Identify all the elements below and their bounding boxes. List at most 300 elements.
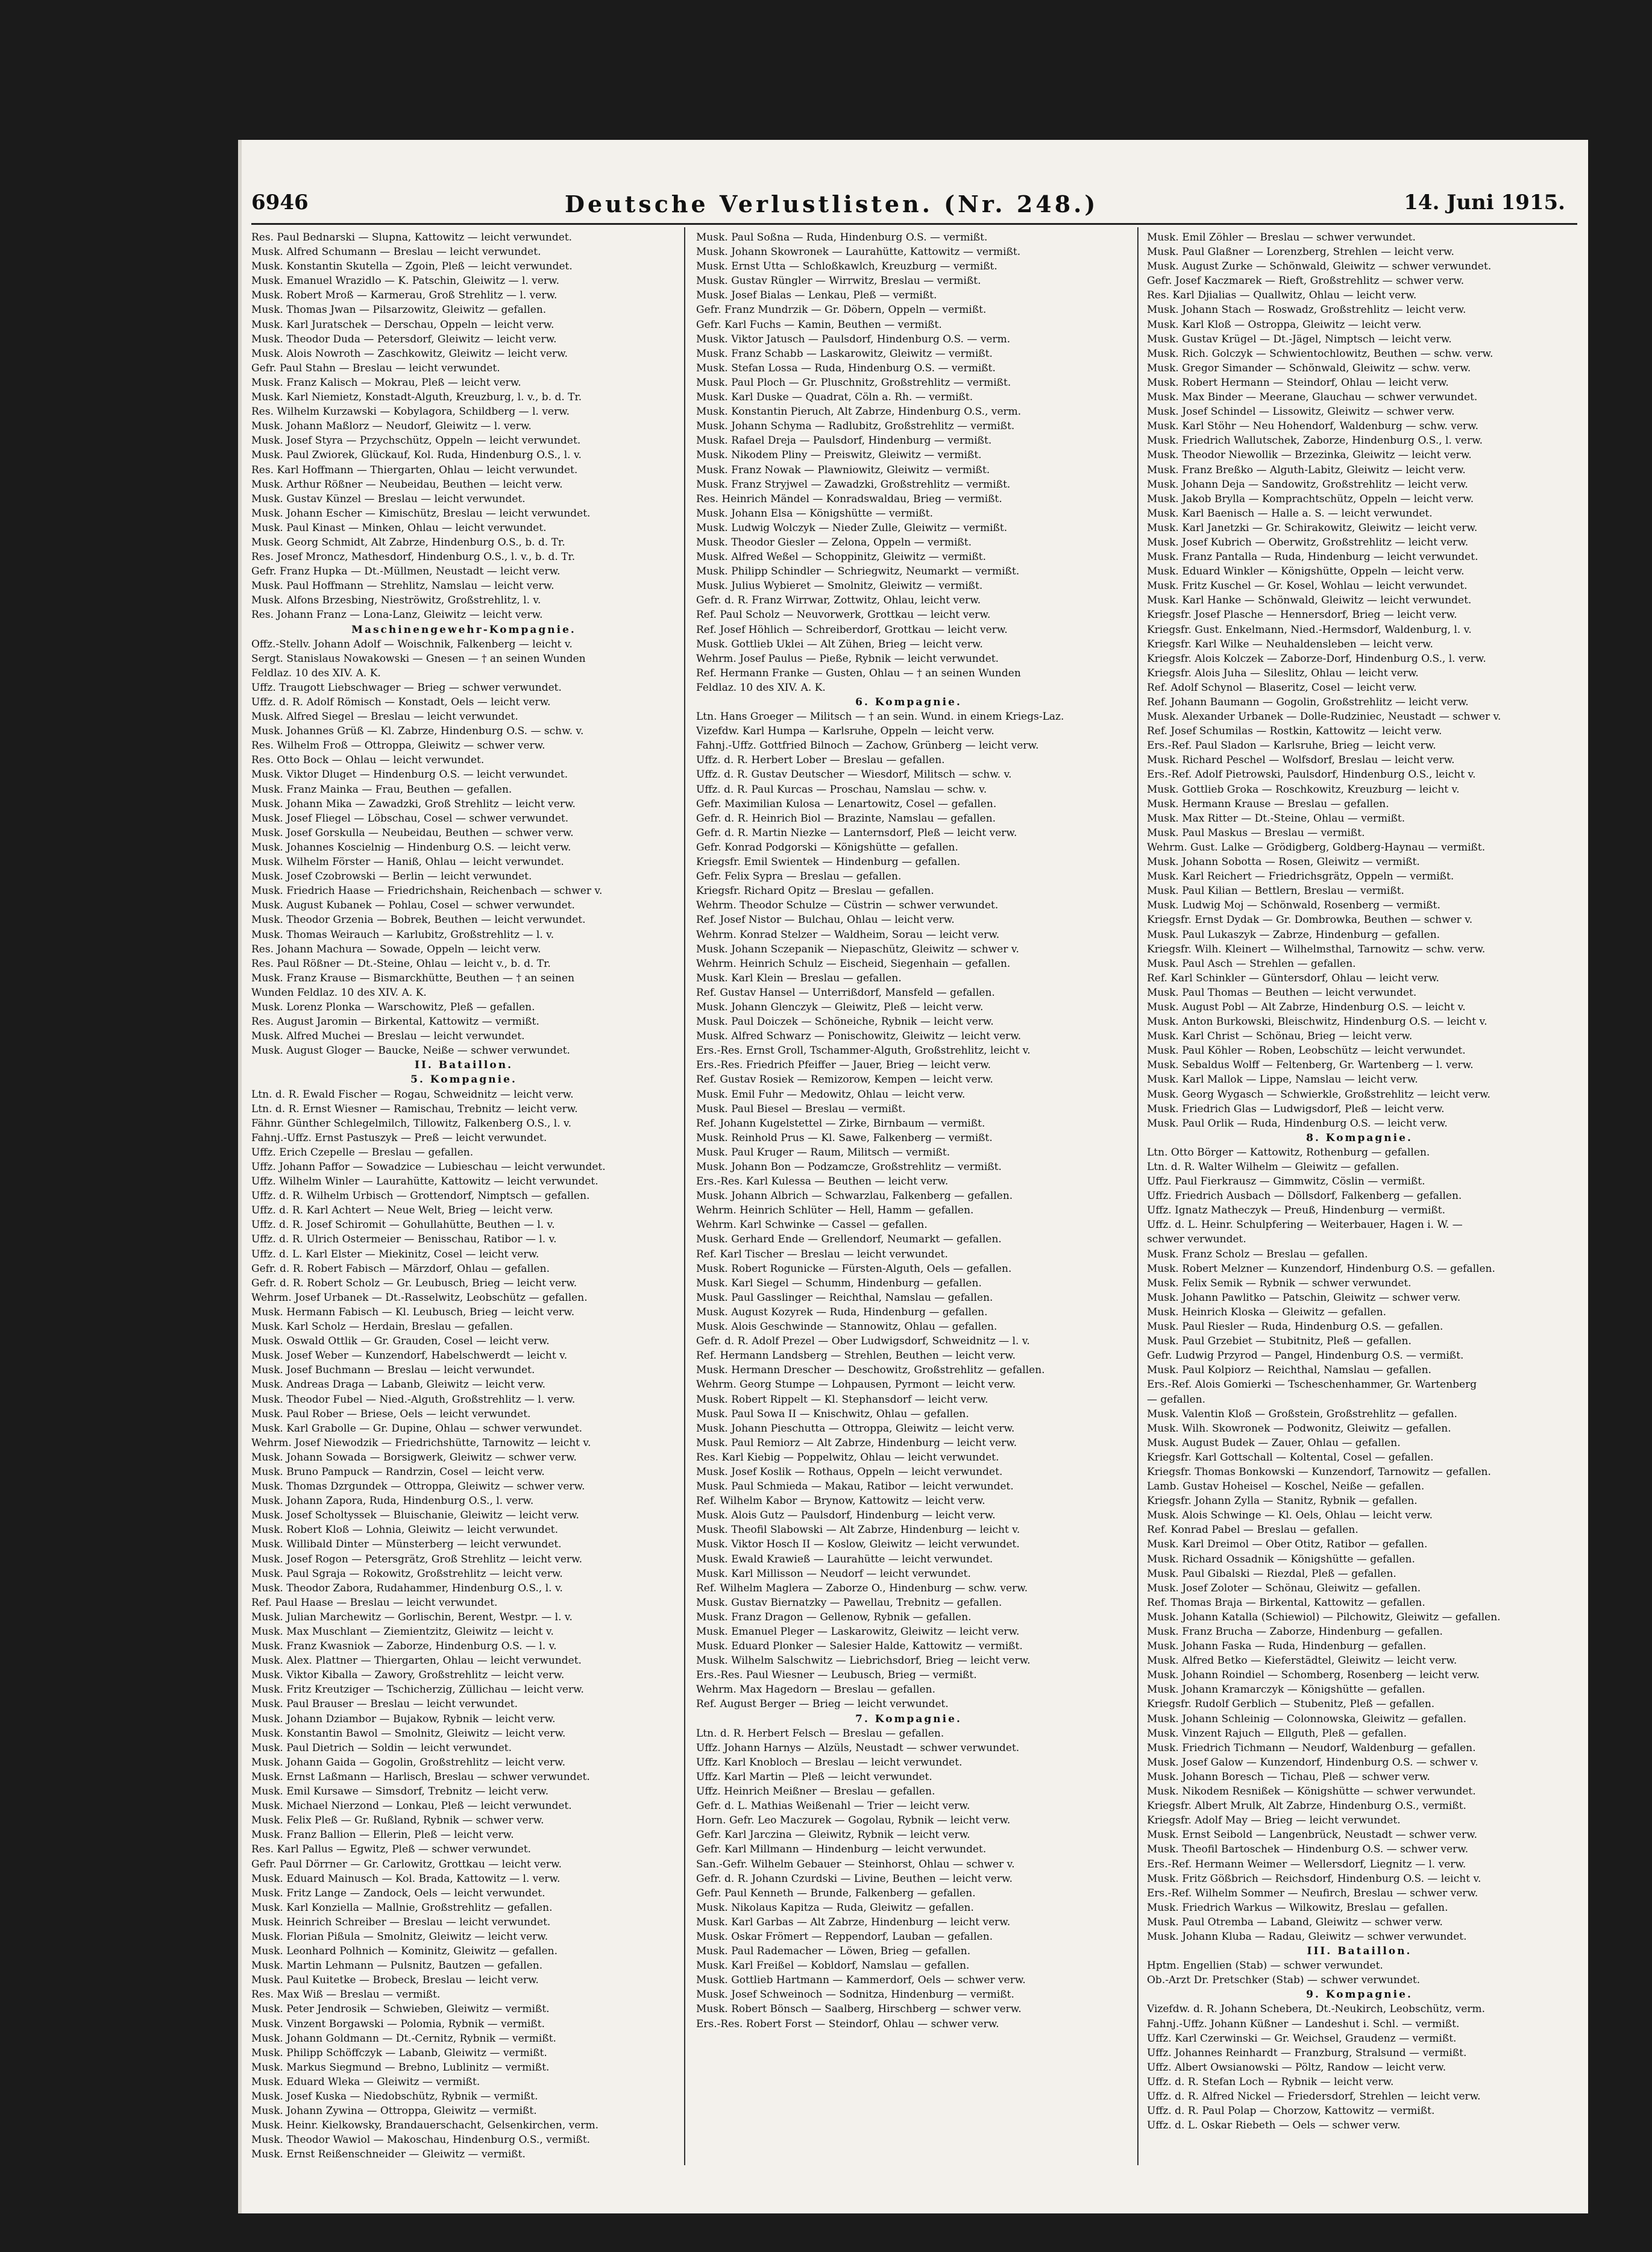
casualty-entry: Uffz. d. L. Oskar Riebeth — Oels — schwer verw. (1147, 2119, 1401, 2132)
casualty-entry: Musk. Vinzent Rajuch — Ellguth, Pleß — gefallen. (1147, 1727, 1407, 1740)
casualty-entry: Musk. Paul Kruger — Raum, Militsch — vermißt. (696, 1146, 950, 1159)
section-heading: 9. Kompagnie. (1306, 1989, 1413, 2001)
casualty-entry: Ers.-Ref. Adolf Pietrowski, Paulsdorf, Hindenburg O.S., leicht v. (1147, 769, 1476, 781)
casualty-entry: Musk. Eduard Winkler — Königshütte, Oppeln — leicht verw. (1147, 565, 1465, 578)
casualty-entry: Musk. Rafael Dreja — Paulsdorf, Hindenburg — vermißt. (696, 435, 992, 447)
casualty-entry: Ref. August Berger — Brieg — leicht verwundet. (696, 1698, 949, 1711)
casualty-entry: Wehrm. Georg Stumpe — Lohpausen, Pyrmont — leicht verw. (696, 1379, 1016, 1391)
casualty-entry: Musk. Martin Lehmann — Pulsnitz, Bautzen — gefallen. (251, 1960, 543, 1972)
casualty-entry: Musk. Andreas Draga — Labanb, Gleiwitz — leicht verw. (251, 1379, 546, 1391)
casualty-entry: Ers.-Ref. Hermann Weimer — Wellersdorf, Liegnitz — l. verw. (1147, 1858, 1466, 1870)
casualty-entry: Ers.-Ref. Alois Gomierki — Tscheschenhammer, Gr. Wartenberg (1147, 1379, 1477, 1391)
casualty-entry: Ref. Josef Nistor — Bulchau, Ohlau — leicht verw. (696, 914, 955, 926)
casualty-entry: Wehrm. Heinrich Schulz — Eischeid, Siegenhain — gefallen. (696, 957, 1011, 970)
casualty-entry: Musk. Felix Semik — Rybnik — schwer verwundet. (1147, 1277, 1412, 1289)
page-number: 6946 (251, 190, 309, 215)
casualty-entry: Res. Karl Kiebig — Poppelwitz, Ohlau — leicht verwundet. (696, 1451, 999, 1464)
casualty-entry: Musk. Willibald Dinter — Münsterberg — leicht verwundet. (251, 1538, 562, 1551)
casualty-entry: Musk. Ewald Krawieß — Laurahütte — leicht verwundet. (696, 1553, 993, 1565)
casualty-entry: Musk. Paul Remiorz — Alt Zabrze, Hindenburg — leicht verw. (696, 1436, 1017, 1449)
casualty-entry: Musk. Johann Schyma — Radlubitz, Großstrehlitz — vermißt. (696, 420, 1015, 433)
casualty-entry: Res. Heinrich Mändel — Konradswaldau, Brieg — vermißt. (696, 492, 1002, 505)
casualty-entry: Fahnj.-Uffz. Gottfried Bilnoch — Zachow, Grünberg — leicht verw. (696, 740, 1039, 752)
casualty-entry: Musk. Gerhard Ende — Grellendorf, Neumarkt — gefallen. (696, 1233, 1002, 1246)
casualty-entry: Kriegsfr. Thomas Bonkowski — Kunzendorf, Tarnowitz — gefallen. (1147, 1465, 1491, 1478)
section-heading: 5. Kompagnie. (410, 1074, 517, 1086)
casualty-entry: Musk. Ernst Seibold — Langenbrück, Neustadt — schwer verw. (1147, 1829, 1478, 1842)
casualty-entry: Musk. Josef Kubrich — Oberwitz, Großstrehlitz — leicht verw. (1147, 536, 1469, 549)
newspaper-page (238, 140, 1588, 2213)
casualty-entry: Musk. Paul Kinast — Minken, Ohlau — leicht verwundet. (251, 521, 547, 534)
casualty-entry: Musk. Paul Kuitetke — Brobeck, Breslau — leicht verw. (251, 1974, 539, 1987)
casualty-entry: Uffz. d. L. Heinr. Schulpfering — Weiterbauer, Hagen i. W. — (1147, 1219, 1463, 1231)
casualty-entry: Ers.-Res. Friedrich Pfeiffer — Jauer, Brieg — leicht verw. (696, 1059, 991, 1072)
casualty-entry: Musk. Theodor Duda — Petersdorf, Gleiwitz — leicht verw. (251, 333, 557, 345)
casualty-entry: Gefr. Paul Stahn — Breslau — leicht verwundet. (251, 362, 500, 374)
casualty-entry: Musk. Emil Fuhr — Medowitz, Ohlau — leicht verw. (696, 1088, 966, 1101)
casualty-entry: Uffz. Paul Fierkrausz — Gimmwitz, Cöslin — vermißt. (1147, 1175, 1425, 1188)
casualty-entry: Musk. Eduard Mainusch — Kol. Brada, Kattowitz — l. verw. (251, 1872, 561, 1885)
casualty-entry: Musk. Alfred Betko — Kieferstädtel, Gleiwitz — leicht verw. (1147, 1655, 1457, 1667)
casualty-entry: Musk. Ludwig Moj — Schönwald, Rosenberg — vermißt. (1147, 899, 1440, 912)
casualty-entry: Uffz. d. R. Alfred Nickel — Friedersdorf, Strehlen — leicht verw. (1147, 2090, 1481, 2103)
casualty-entry: Musk. Eduard Plonker — Salesier Halde, Kattowitz — vermißt. (696, 1640, 1023, 1653)
casualty-entry: Musk. Paul Rober — Briese, Oels — leicht verwundet. (251, 1408, 531, 1420)
casualty-entry: Musk. Thomas Dzrgundek — Ottroppa, Gleiwitz — schwer verw. (251, 1480, 585, 1493)
casualty-entry: Musk. Karl Janetzki — Gr. Schirakowitz, Gleiwitz — leicht verw. (1147, 521, 1478, 534)
casualty-entry: Kriegsfr. Karl Wilke — Neuhaldensleben — leicht verw. (1147, 638, 1433, 650)
casualty-entry: Musk. Gottlieb Uklei — Alt Zühen, Brieg — leicht verw. (696, 638, 983, 650)
casualty-entry: Uffz. Heinrich Meißner — Breslau — gefallen. (696, 1785, 935, 1798)
casualty-entry: Uffz. d. R. Ulrich Ostermeier — Benisschau, Ratibor — l. v. (251, 1233, 557, 1246)
casualty-entry: Musk. Wilhelm Salschwitz — Liebrichsdorf, Brieg — leicht verw. (696, 1655, 1031, 1667)
casualty-entry: Musk. Josef Koslik — Rothaus, Oppeln — leicht verwundet. (696, 1465, 1003, 1478)
casualty-entry: Gefr. Paul Dörrner — Gr. Carlowitz, Grottkau — leicht verw. (251, 1858, 562, 1870)
casualty-entry: Ltn. d. R. Ewald Fischer — Rogau, Schweidnitz — leicht verw. (251, 1088, 574, 1101)
casualty-entry: Ref. Johann Baumann — Gogolin, Großstrehlitz — leicht verw. (1147, 696, 1469, 708)
casualty-entry: Gefr. Karl Millmann — Hindenburg — leicht verwundet. (696, 1843, 987, 1856)
issue-date: 14. Juni 1915. (1404, 190, 1565, 215)
casualty-entry: Musk. Paul Schmieda — Makau, Ratibor — leicht verwundet. (696, 1480, 1014, 1493)
page-header (251, 190, 1576, 219)
casualty-entry: Musk. Karl Hanke — Schönwald, Gleiwitz — leicht verwundet. (1147, 594, 1472, 607)
casualty-entry: Musk. Josef Schindel — Lissowitz, Gleiwitz — schwer verw. (1147, 406, 1455, 418)
casualty-entry: Musk. Paul Ploch — Gr. Pluschnitz, Großstrehlitz — vermißt. (696, 376, 1011, 389)
casualty-entry: Musk. Karl Kloß — Ostroppa, Gleiwitz — leicht verw. (1147, 318, 1422, 331)
casualty-entry: Musk. Johann Sowada — Borsigwerk, Gleiwitz — schwer verw. (251, 1451, 577, 1464)
casualty-entry: Gefr. Josef Kaczmarek — Rieft, Großstrehlitz — schwer verw. (1147, 275, 1465, 288)
casualty-entry: Gefr. Paul Kenneth — Brunde, Falkenberg — gefallen. (696, 1887, 976, 1899)
casualty-entry: Uffz. Karl Czerwinski — Gr. Weichsel, Graudenz — vermißt. (1147, 2032, 1457, 2045)
casualty-entry: Ref. Gustav Hansel — Unterrißdorf, Mansfeld — gefallen. (696, 986, 995, 999)
casualty-entry: Musk. Vinzent Borgawski — Polomia, Rybnik — vermißt. (251, 2018, 545, 2030)
casualty-entry: Musk. Johann Faska — Ruda, Hindenburg — gefallen. (1147, 1640, 1427, 1653)
casualty-entry: Musk. Josef Weber — Kunzendorf, Habelschwerdt — leicht v. (251, 1350, 568, 1362)
casualty-entry: Musk. Max Ritter — Dt.-Steine, Ohlau — vermißt. (1147, 812, 1405, 825)
casualty-entry: Musk. Theodor Fubel — Nied.-Alguth, Großstrehlitz — l. verw. (251, 1393, 576, 1406)
casualty-entry: Sergt. Stanislaus Nowakowski — Gnesen — † an seinen Wunden (251, 652, 586, 665)
casualty-entry: Musk. Friedrich Glas — Ludwigsdorf, Pleß — leicht verw. (1147, 1102, 1445, 1115)
casualty-entry: Uffz. Erich Czepelle — Breslau — gefallen. (251, 1146, 474, 1159)
casualty-entry: Musk. Paul Sgraja — Rokowitz, Großstrehlitz — leicht verw. (251, 1567, 563, 1580)
casualty-entry: Musk. Johann Maßlorz — Neudorf, Gleiwitz — l. verw. (251, 420, 532, 433)
casualty-entry: Musk. Josef Schweinoch — Sodnitza, Hindenburg — vermißt. (696, 1989, 1014, 2001)
casualty-entry: Musk. Johann Zapora, Ruda, Hindenburg O.S., l. verw. (251, 1495, 534, 1508)
casualty-entry: Musk. Robert Melzner — Kunzendorf, Hindenburg O.S. — gefallen. (1147, 1262, 1495, 1275)
casualty-entry: Gefr. d. R. Robert Fabisch — Märzdorf, Ohlau — gefallen. (251, 1262, 550, 1275)
casualty-entry: Musk. Friedrich Haase — Friedrichshain, Reichenbach — schwer v. (251, 885, 603, 898)
casualty-entry: Musk. Karl Scholz — Herdain, Breslau — gefallen. (251, 1321, 514, 1333)
casualty-entry: Musk. Franz Pantalla — Ruda, Hindenburg — leicht verwundet. (1147, 551, 1478, 564)
casualty-entry: Musk. Peter Jendrosik — Schwieben, Gleiwitz — vermißt. (251, 2003, 550, 2016)
casualty-entry: Res. Wilhelm Kurzawski — Kobylagora, Schildberg — l. verw. (251, 406, 570, 418)
casualty-entry: Musk. Paul Doiczek — Schöneiche, Rybnik — leicht verw. (696, 1016, 994, 1028)
casualty-entry: Musk. Paul Kolpiorz — Reichthal, Namslau — gefallen. (1147, 1364, 1431, 1377)
casualty-entry: Musk. Karl Reichert — Friedrichsgrätz, Oppeln — vermißt. (1147, 870, 1454, 883)
casualty-entry: Res. Johann Machura — Sowade, Oppeln — leicht verw. (251, 943, 541, 955)
casualty-entry: Musk. Karl Konziella — Mallnie, Großstrehlitz — gefallen. (251, 1901, 553, 1914)
casualty-entry: Musk. Theodor Zabora, Rudahammer, Hindenburg O.S., l. v. (251, 1582, 563, 1594)
casualty-entry: Musk. Karl Dreimol — Ober Otitz, Ratibor — gefallen. (1147, 1538, 1428, 1551)
casualty-entry: Musk. Philipp Schindler — Schriegwitz, Neumarkt — vermißt. (696, 565, 1020, 578)
casualty-entry: Uffz. Johann Harnys — Alzüls, Neustadt — schwer verwundet. (696, 1741, 1020, 1754)
casualty-entry: Musk. Franz Kwasniok — Zaborze, Hindenburg O.S. — l. v. (251, 1640, 557, 1653)
casualty-entry: Uffz. d. R. Josef Schiromit — Gohullahütte, Beuthen — l. v. (251, 1219, 555, 1231)
casualty-entry: Musk. Thomas Weirauch — Karlubitz, Großstrehlitz — l. v. (251, 928, 554, 941)
casualty-entry: Musk. Josef Styra — Przychschütz, Oppeln — leicht verwundet. (251, 435, 581, 447)
casualty-entry: Musk. Max Muschlant — Ziemientzitz, Gleiwitz — leicht v. (251, 1626, 554, 1638)
casualty-entry: Musk. Hermann Drescher — Deschowitz, Großstrehlitz — gefallen. (696, 1364, 1045, 1377)
casualty-entry: Musk. August Gloger — Baucke, Neiße — schwer verwundet. (251, 1045, 570, 1057)
casualty-entry: Musk. Konstantin Pieruch, Alt Zabrze, Hindenburg O.S., verm. (696, 406, 1022, 418)
casualty-entry: Musk. August Budek — Zauer, Ohlau — gefallen. (1147, 1436, 1401, 1449)
casualty-entry: Gefr. Ludwig Przyrod — Pangel, Hindenburg O.S. — vermißt. (1147, 1350, 1464, 1362)
casualty-entry: Musk. Johann Kluba — Radau, Gleiwitz — schwer verwundet. (1147, 1930, 1467, 1943)
casualty-entry: Musk. Johann Glenczyk — Gleiwitz, Pleß — leicht verw. (696, 1001, 984, 1013)
casualty-entry: Musk. Johann Bon — Podzamcze, Großstrehlitz — vermißt. (696, 1161, 1002, 1173)
casualty-entry: Musk. Josef Galow — Kunzendorf, Hindenburg O.S. — schwer v. (1147, 1756, 1478, 1769)
casualty-entry: Wehrm. Josef Paulus — Pieße, Rybnik — leicht verwundet. (696, 652, 999, 665)
casualty-entry: Ref. Johann Kugelstettel — Zirke, Birnbaum — vermißt. (696, 1117, 985, 1130)
casualty-entry: Ers.-Res. Karl Kulessa — Beuthen — leicht verw. (696, 1175, 949, 1188)
casualty-entry: Kriegsfr. Johann Zylla — Stanitz, Rybnik — gefallen. (1147, 1495, 1418, 1508)
casualty-entry: Musk. Stefan Lossa — Ruda, Hindenburg O.S. — vermißt. (696, 362, 996, 374)
casualty-entry: Musk. Ernst Utta — Schloßkawlch, Kreuzburg — vermißt. (696, 260, 997, 273)
casualty-entry: Feldlaz. 10 des XIV. A. K. (251, 667, 381, 679)
casualty-entry: Musk. Alfons Brzesbing, Nieströwitz, Großstrehlitz, l. v. (251, 594, 541, 607)
casualty-column-left (251, 230, 676, 2165)
casualty-entry: Uffz. Friedrich Ausbach — Döllsdorf, Falkenberg — gefallen. (1147, 1190, 1462, 1203)
casualty-entry: Musk. Paul Lukaszyk — Zabrze, Hindenburg — gefallen. (1147, 928, 1440, 941)
casualty-entry: Wehrm. Max Hagedorn — Breslau — gefallen. (696, 1684, 935, 1696)
casualty-entry: Musk. Johann Deja — Sandowitz, Großstrehlitz — leicht verw. (1147, 478, 1468, 491)
casualty-entry: Musk. Josef Kuska — Niedobschütz, Rybnik — vermißt. (251, 2090, 538, 2103)
casualty-entry: schwer verwundet. (1147, 1233, 1246, 1246)
casualty-entry: Musk. Paul Soßna — Ruda, Hindenburg O.S. — vermißt. (696, 231, 988, 244)
casualty-entry: Musk. Viktor Kiballa — Zawory, Großstrehlitz — leicht verw. (251, 1669, 565, 1682)
casualty-entry: Fahnj.-Uffz. Ernst Pastuszyk — Preß — leicht verwundet. (251, 1131, 547, 1144)
casualty-entry: Musk. Alois Nowroth — Zaschkowitz, Gleiwitz — leicht verw. (251, 347, 568, 360)
casualty-entry: Ref. Konrad Pabel — Breslau — gefallen. (1147, 1524, 1358, 1536)
casualty-entry: Musk. Fritz Gößbrich — Reichsdorf, Hindenburg O.S. — leicht v. (1147, 1872, 1481, 1885)
casualty-entry: Musk. August Pobl — Alt Zabrze, Hindenburg O.S. — leicht v. (1147, 1001, 1466, 1013)
casualty-entry: Musk. Heinr. Kielkowsky, Brandauerschacht, Gelsenkirchen, verm. (251, 2119, 598, 2132)
casualty-entry: Musk. Alois Gutz — Paulsdorf, Hindenburg — leicht verw. (696, 1509, 996, 1522)
casualty-entry: Res. Otto Bock — Ohlau — leicht verwundet. (251, 754, 485, 767)
casualty-entry: Musk. Gottlieb Hartmann — Kammerdorf, Oels — schwer verw. (696, 1974, 1026, 1987)
casualty-entry: Res. Wilhelm Froß — Ottroppa, Gleiwitz — schwer verw. (251, 740, 545, 752)
casualty-entry: Musk. Karl Mallok — Lippe, Namslau — leicht verw. (1147, 1074, 1418, 1086)
casualty-entry: Uffz. Johann Paffor — Sowadzice — Lubieschau — leicht verwundet. (251, 1161, 606, 1173)
casualty-entry: Musk. Wilhelm Förster — Haniß, Ohlau — leicht verwundet. (251, 856, 564, 869)
casualty-entry: Musk. Gustav Biernatzky — Pawellau, Trebnitz — gefallen. (696, 1596, 1002, 1609)
casualty-entry: Ref. Paul Haase — Breslau — leicht verwundet. (251, 1596, 498, 1609)
casualty-entry: Ref. Wilhelm Kabor — Brynow, Kattowitz — leicht verw. (696, 1495, 985, 1508)
casualty-entry: Musk. Oswald Ottlik — Gr. Grauden, Cosel — leicht verw. (251, 1335, 550, 1348)
casualty-entry: Musk. Karl Duske — Quadrat, Cöln a. Rh. — vermißt. (696, 391, 973, 404)
casualty-entry: Ltn. d. R. Walter Wilhelm — Gleiwitz — gefallen. (1147, 1161, 1399, 1173)
casualty-entry: Musk. Johann Gaida — Gogolin, Großstrehlitz — leicht verw. (251, 1756, 565, 1769)
casualty-entry: Musk. Johann Sobotta — Rosen, Gleiwitz — vermißt. (1147, 856, 1420, 869)
casualty-entry: Uffz. d. R. Karl Achtert — Neue Welt, Brieg — leicht verw. (251, 1204, 553, 1217)
casualty-entry: Musk. Paul Kilian — Bettlern, Breslau — vermißt. (1147, 885, 1404, 898)
casualty-entry: Kriegsfr. Albert Mrulk, Alt Zabrze, Hindenburg O.S., vermißt. (1147, 1800, 1466, 1813)
casualty-entry: Musk. Josef Czobrowski — Berlin — leicht verwundet. (251, 870, 532, 883)
casualty-entry: Musk. Paul Hoffmann — Strehlitz, Namslau — leicht verw. (251, 580, 554, 593)
casualty-entry: Musk. Karl Juratschek — Derschau, Oppeln — leicht verw. (251, 318, 554, 331)
casualty-entry: Ref. Thomas Braja — Birkental, Kattowitz — gefallen. (1147, 1596, 1425, 1609)
casualty-entry: Gefr. Franz Mundrzik — Gr. Döbern, Oppeln — vermißt. (696, 304, 987, 316)
casualty-entry: Musk. Richard Peschel — Wolfsdorf, Breslau — leicht verw. (1147, 754, 1455, 767)
casualty-entry: Musk. Gustav Krügel — Dt.-Jägel, Nimptsch — leicht verw. (1147, 333, 1452, 345)
casualty-entry: Gefr. d. R. Martin Niezke — Lanternsdorf, Pleß — leicht verw. (696, 826, 1017, 839)
casualty-entry: Wehrm. Konrad Stelzer — Waldheim, Sorau — leicht verw. (696, 928, 1000, 941)
casualty-entry: Musk. Nikodem Pliny — Preiswitz, Gleiwitz — vermißt. (696, 449, 982, 462)
casualty-entry: Musk. Julian Marchewitz — Gorlischin, Berent, Westpr. — l. v. (251, 1611, 573, 1623)
page-edge-left (238, 140, 242, 2213)
casualty-entry: Ers.-Res. Robert Forst — Steindorf, Ohlau — schwer verw. (696, 2018, 999, 2030)
casualty-entry: Musk. Hermann Krause — Breslau — gefallen. (1147, 797, 1389, 810)
casualty-entry: Musk. Emil Zöhler — Breslau — schwer verwundet. (1147, 231, 1416, 244)
casualty-entry: Gefr. d. R. Franz Wirrwar, Zottwitz, Ohlau, leicht verw. (696, 594, 981, 607)
casualty-entry: Uffz. d. R. Herbert Lober — Breslau — gefallen. (696, 754, 945, 767)
casualty-entry: Musk. Philipp Schöffczyk — Labanb, Gleiwitz — vermißt. (251, 2046, 547, 2059)
casualty-entry: Uffz. d. L. Karl Elster — Miekinitz, Cosel — leicht verw. (251, 1248, 539, 1260)
casualty-entry: Musk. Robert Hermann — Steindorf, Ohlau — leicht verw. (1147, 376, 1449, 389)
casualty-entry: Musk. Karl Baenisch — Halle a. S. — leicht verwundet. (1147, 507, 1433, 520)
casualty-entry: Kriegsfr. Josef Plasche — Hennersdorf, Brieg — leicht verw. (1147, 609, 1457, 621)
casualty-entry: Musk. Theodor Niewollik — Brzezinka, Gleiwitz — leicht verw. (1147, 449, 1472, 462)
casualty-entry: Uffz. d. R. Wilhelm Urbisch — Grottendorf, Nimptsch — gefallen. (251, 1190, 590, 1203)
casualty-entry: Musk. Sebaldus Wolff — Feltenberg, Gr. Wartenberg — l. verw. (1147, 1059, 1474, 1072)
casualty-entry: Kriegsfr. Richard Opitz — Breslau — gefallen. (696, 885, 934, 898)
casualty-entry: Ers.-Res. Ernst Groll, Tschammer-Alguth, Großstrehlitz, leicht v. (696, 1045, 1031, 1057)
casualty-entry: Kriegsfr. Gust. Enkelmann, Nied.-Hermsdorf, Waldenburg, l. v. (1147, 623, 1472, 636)
casualty-entry: Feldlaz. 10 des XIV. A. K. (696, 681, 826, 694)
casualty-entry: Musk. Karl Grabolle — Gr. Dupine, Ohlau — schwer verwundet. (251, 1422, 583, 1435)
casualty-entry: San.-Gefr. Wilhelm Gebauer — Steinhorst, Ohlau — schwer v. (696, 1858, 1015, 1870)
casualty-entry: Musk. Gottlieb Groka — Roschkowitz, Kreuzburg — leicht v. (1147, 783, 1460, 796)
casualty-entry: Ref. Hermann Franke — Gusten, Ohlau — † an seinen Wunden (696, 667, 1021, 679)
casualty-entry: Ers.-Ref. Wilhelm Sommer — Neufirch, Breslau — schwer verw. (1147, 1887, 1478, 1899)
casualty-entry: Musk. Fritz Kreutziger — Tschicherzig, Züllichau — leicht verw. (251, 1684, 584, 1696)
casualty-entry: Gefr. d. R. Heinrich Biol — Brazinte, Namslau — gefallen. (696, 812, 996, 825)
casualty-entry: Fähnr. Günther Schlegelmilch, Tillowitz, Falkenberg O.S., l. v. (251, 1117, 572, 1130)
casualty-entry: Ref. Karl Tischer — Breslau — leicht verwundet. (696, 1248, 948, 1260)
casualty-entry: Musk. Johann Roindiel — Schomberg, Rosenberg — leicht verw. (1147, 1669, 1480, 1682)
casualty-entry: Musk. Karl Garbas — Alt Zabrze, Hindenburg — leicht verw. (696, 1916, 1011, 1928)
casualty-entry: Musk. Valentin Kloß — Großstein, Großstrehlitz — gefallen. (1147, 1408, 1457, 1420)
casualty-entry: Musk. Franz Mainka — Frau, Beuthen — gefallen. (251, 783, 512, 796)
casualty-entry: Uffz. Johannes Reinhardt — Franzburg, Stralsund — vermißt. (1147, 2046, 1467, 2059)
casualty-entry: Musk. Paul Köhler — Roben, Leobschütz — leicht verwundet. (1147, 1045, 1466, 1057)
casualty-entry: Uffz. d. R. Gustav Deutscher — Wiesdorf, Militsch — schw. v. (696, 769, 1012, 781)
casualty-entry: Musk. Markus Siegmund — Brebno, Lublinitz — vermißt. (251, 2061, 550, 2074)
casualty-entry: Ref. Josef Höhlich — Schreiberdorf, Grottkau — leicht verw. (696, 623, 1008, 636)
casualty-entry: Musk. Theofil Slabowski — Alt Zabrze, Hindenburg — leicht v. (696, 1524, 1020, 1536)
casualty-entry: Ltn. Hans Groeger — Militsch — † an sein. Wund. in einem Kriegs-Laz. (696, 711, 1064, 723)
casualty-entry: Musk. Theodor Giesler — Zelona, Oppeln — vermißt. (696, 536, 972, 549)
casualty-entry: Musk. Alois Schwinge — Kl. Oels, Ohlau — leicht verw. (1147, 1509, 1433, 1522)
casualty-entry: Musk. Felix Pleß — Gr. Rußland, Rybnik — schwer verw. (251, 1814, 544, 1827)
casualty-entry: Ref. Gustav Rosiek — Remizorow, Kempen — leicht verw. (696, 1074, 993, 1086)
casualty-entry: Musk. Johann Katalla (Schiewiol) — Pilchowitz, Gleiwitz — gefallen. (1147, 1611, 1501, 1623)
casualty-entry: Musk. Karl Siegel — Schumm, Hindenburg — gefallen. (696, 1277, 982, 1289)
casualty-entry: Musk. Max Binder — Meerane, Glauchau — schwer verwundet. (1147, 391, 1478, 404)
casualty-entry: Ref. Adolf Schynol — Blaseritz, Cosel — leicht verw. (1147, 681, 1417, 694)
casualty-entry: Wehrm. Josef Urbanek — Dt.-Rasselwitz, Leobschütz — gefallen. (251, 1291, 588, 1304)
section-heading: 7. Kompagnie. (855, 1713, 962, 1725)
casualty-entry: Musk. Johann Escher — Kimischütz, Breslau — leicht verwundet. (251, 507, 591, 520)
casualty-entry: Uffz. Ignatz Matheczyk — Preuß, Hindenburg — vermißt. (1147, 1204, 1446, 1217)
casualty-entry: Ref. Josef Schumilas — Rostkin, Kattowitz — leicht verw. (1147, 725, 1442, 738)
casualty-entry: Musk. August Kubanek — Pohlau, Cosel — schwer verwundet. (251, 899, 575, 912)
casualty-entry: Musk. Paul Orlik — Ruda, Hindenburg O.S. — leicht verw. (1147, 1117, 1448, 1130)
casualty-entry: Musk. Richard Ossadnik — Königshütte — gefallen. (1147, 1553, 1415, 1565)
casualty-entry: Gefr. Felix Sypra — Breslau — gefallen. (696, 870, 902, 883)
casualty-entry: Musk. Paul Biesel — Breslau — vermißt. (696, 1102, 906, 1115)
casualty-entry: Musk. Karl Stöhr — Neu Hohendorf, Waldenburg — schw. verw. (1147, 420, 1479, 433)
casualty-entry: Musk. Johann Schleinig — Colonnowska, Gleiwitz — gefallen. (1147, 1713, 1467, 1725)
casualty-entry: Musk. Paul Grzebiet — Stubitnitz, Pleß — gefallen. (1147, 1335, 1412, 1348)
casualty-entry: Uffz. Karl Martin — Pleß — leicht verwundet. (696, 1770, 932, 1783)
casualty-entry: Uffz. d. R. Adolf Römisch — Konstadt, Oels — leicht verw. (251, 696, 551, 708)
casualty-entry: Musk. Friedrich Wallutschek, Zaborze, Hindenburg O.S., l. verw. (1147, 435, 1483, 447)
casualty-entry: Musk. Johann Stach — Roswadz, Großstrehlitz — leicht verw. (1147, 304, 1466, 316)
casualty-entry: Musk. Thomas Jwan — Pilsarzowitz, Gleiwitz — gefallen. (251, 304, 547, 316)
casualty-entry: Kriegsfr. Wilh. Kleinert — Wilhelmsthal, Tarnowitz — schw. verw. (1147, 943, 1486, 955)
casualty-entry: Horn. Gefr. Leo Maczurek — Gogolau, Rybnik — leicht verw. (696, 1814, 1011, 1827)
casualty-entry: Musk. Reinhold Prus — Kl. Sawe, Falkenberg — vermißt. (696, 1131, 993, 1144)
casualty-entry: Musk. Alex. Plattner — Thiergarten, Ohlau — leicht verwundet. (251, 1655, 582, 1667)
casualty-entry: Musk. Theodor Grzenia — Bobrek, Beuthen — leicht verwundet. (251, 914, 586, 926)
casualty-entry: Wehrm. Theodor Schulze — Cüstrin — schwer verwundet. (696, 899, 999, 912)
casualty-entry: Musk. Robert Rippelt — Kl. Stephansdorf — leicht verw. (696, 1393, 988, 1406)
casualty-entry: Musk. Karl Christ — Schönau, Brieg — leicht verw. (1147, 1030, 1413, 1043)
casualty-entry: Musk. Alois Geschwinde — Stannowitz, Ohlau — gefallen. (696, 1321, 997, 1333)
casualty-entry: Ltn. d. R. Herbert Felsch — Breslau — gefallen. (696, 1727, 944, 1740)
casualty-entry: Musk. Paul Gasslinger — Reichthal, Namslau — gefallen. (696, 1291, 993, 1304)
section-heading: 8. Kompagnie. (1306, 1131, 1413, 1144)
casualty-entry: Musk. Jakob Brylla — Komprachtschütz, Oppeln — leicht verw. (1147, 492, 1474, 505)
publication-title: Deutsche Verlustlisten. (Nr. 248.) (565, 190, 1099, 218)
section-heading: III. Bataillon. (1307, 1945, 1412, 1958)
casualty-entry: Uffz. Albert Owsianowski — Pöltz, Randow — leicht verw. (1147, 2061, 1446, 2074)
casualty-entry: Musk. Paul Brauser — Breslau — leicht verwundet. (251, 1698, 518, 1711)
casualty-entry: Musk. Wilh. Skowronek — Podwonitz, Gleiwitz — gefallen. (1147, 1422, 1451, 1435)
casualty-entry: Musk. Franz Kalisch — Mokrau, Pleß — leicht verw. (251, 376, 521, 389)
casualty-entry: Musk. Paul Glaßner — Lorenzberg, Strehlen — leicht verw. (1147, 246, 1454, 259)
casualty-entry: Wehrm. Josef Niewodzik — Friedrichshütte, Tarnowitz — leicht v. (251, 1436, 591, 1449)
casualty-entry: Musk. Konstantin Skutella — Zgoin, Pleß — leicht verwundet. (251, 260, 573, 273)
casualty-entry: Kriegsfr. Adolf May — Brieg — leicht verwundet. (1147, 1814, 1401, 1827)
casualty-entry: Musk. Anton Burkowski, Bleischwitz, Hindenburg O.S. — leicht v. (1147, 1016, 1487, 1028)
casualty-entry: Musk. Paul Sowa II — Knischwitz, Ohlau — gefallen. (696, 1408, 969, 1420)
casualty-entry: Wunden Feldlaz. 10 des XIV. A. K. (251, 986, 427, 999)
casualty-column-right (1147, 230, 1572, 2165)
casualty-entry: Lamb. Gustav Hoheisel — Koschel, Neiße — gefallen. (1147, 1480, 1425, 1493)
casualty-entry: Gefr. Karl Fuchs — Kamin, Beuthen — vermißt. (696, 318, 942, 331)
casualty-entry: Musk. Alfred Schumann — Breslau — leicht verwundet. (251, 246, 541, 259)
casualty-entry: Ref. Hermann Landsberg — Strehlen, Beuthen — leicht verw. (696, 1350, 1016, 1362)
casualty-entry: Musk. Alexander Urbanek — Dolle-Rudziniec, Neustadt — schwer v. (1147, 711, 1501, 723)
casualty-entry: Musk. Theofil Bartoschek — Hindenburg O.S. — schwer verw. (1147, 1843, 1469, 1856)
casualty-entry: Ref. Wilhelm Maglera — Zaborze O., Hindenburg — schw. verw. (696, 1582, 1028, 1594)
casualty-entry: Musk. Franz Breßko — Alguth-Labitz, Gleiwitz — leicht verw. (1147, 464, 1466, 476)
casualty-entry: Musk. Viktor Jatusch — Paulsdorf, Hindenburg O.S. — verm. (696, 333, 1011, 345)
casualty-entry: Musk. Josef Bialas — Lenkau, Pleß — vermißt. (696, 289, 937, 302)
casualty-entry: Vizefdw. d. R. Johann Schebera, Dt.-Neukirch, Leobschütz, verm. (1147, 2003, 1486, 2016)
casualty-entry: Musk. Franz Stryjwel — Zawadzki, Großstrehlitz — vermißt. (696, 478, 1011, 491)
casualty-entry: Kriegsfr. Emil Swientek — Hindenburg — gefallen. (696, 856, 961, 869)
casualty-entry: Musk. Johann Zywina — Ottroppa, Gleiwitz — vermißt. (251, 2105, 537, 2118)
casualty-entry: Musk. Paul Zwiorek, Glückauf, Kol. Ruda, Hindenburg O.S., l. v. (251, 449, 582, 462)
casualty-entry: Musk. Nikodem Resnißek — Königshütte — schwer verwundet. (1147, 1785, 1476, 1798)
casualty-entry: Musk. Emanuel Pleger — Laskarowitz, Gleiwitz — leicht verw. (696, 1626, 1020, 1638)
casualty-entry: Ers.-Res. Paul Wiesner — Leubusch, Brieg — vermißt. (696, 1669, 977, 1682)
casualty-entry: Musk. Fritz Lange — Zandock, Oels — leicht verwundet. (251, 1887, 545, 1899)
casualty-entry: Musk. Emil Kursawe — Simsdorf, Trebnitz — leicht verw. (251, 1785, 549, 1798)
casualty-entry: Musk. Gustav Rüngler — Wirrwitz, Breslau — vermißt. (696, 275, 981, 288)
casualty-entry: — gefallen. (1147, 1393, 1206, 1406)
casualty-entry: Ref. Karl Schinkler — Güntersdorf, Ohlau — leicht verw. (1147, 972, 1439, 984)
casualty-entry: Gefr. d. R. Adolf Prezel — Ober Ludwigsdorf, Schweidnitz — l. v. (696, 1335, 1030, 1348)
casualty-entry: Musk. Lorenz Plonka — Warschowitz, Pleß — gefallen. (251, 1001, 535, 1013)
casualty-entry: Musk. Franz Dragon — Gellenow, Rybnik — gefallen. (696, 1611, 972, 1623)
casualty-entry: Musk. Hermann Fabisch — Kl. Leubusch, Brieg — leicht verw. (251, 1306, 575, 1318)
casualty-entry: Musk. Paul Rademacher — Löwen, Brieg — gefallen. (696, 1945, 971, 1958)
casualty-entry: Fahnj.-Uffz. Johann Küßner — Landeshut i. Schl. — vermißt. (1147, 2018, 1460, 2030)
casualty-entry: Musk. Josef Scholtyssek — Bluischanie, Gleiwitz — leicht verw. (251, 1509, 579, 1522)
casualty-entry: Musk. Gustav Künzel — Breslau — leicht verwundet. (251, 492, 526, 505)
casualty-entry: Musk. Johann Sczepanik — Niepaschütz, Gleiwitz — schwer v. (696, 943, 1019, 955)
casualty-entry: Musk. Franz Krause — Bismarckhütte, Beuthen — † an seinen (251, 972, 575, 984)
casualty-entry: Res. Josef Mroncz, Mathesdorf, Hindenburg O.S., l. v., b. d. Tr. (251, 551, 576, 564)
casualty-entry: Musk. Franz Scholz — Breslau — gefallen. (1147, 1248, 1368, 1260)
casualty-entry: Musk. Friedrich Tichmann — Neudorf, Waldenburg — gefallen. (1147, 1741, 1476, 1754)
casualty-entry: Musk. Paul Maskus — Breslau — vermißt. (1147, 826, 1365, 839)
column-divider (684, 227, 685, 2165)
casualty-entry: Vizefdw. Karl Humpa — Karlsruhe, Oppeln — leicht verw. (696, 725, 994, 738)
casualty-entry: Musk. Johann Pieschutta — Ottroppa, Gleiwitz — leicht verw. (696, 1422, 1015, 1435)
casualty-entry: Musk. Karl Millisson — Neudorf — leicht verwundet. (696, 1567, 971, 1580)
casualty-entry: Wehrm. Heinrich Schlüter — Hell, Hamm — gefallen. (696, 1204, 974, 1217)
casualty-entry: Res. Johann Franz — Lona-Lanz, Gleiwitz — leicht verw. (251, 609, 543, 621)
casualty-column-middle (696, 230, 1121, 2165)
casualty-entry: Musk. Johann Elsa — Königshütte — vermißt. (696, 507, 933, 520)
casualty-entry: Musk. Franz Nowak — Plawniowitz, Gleiwitz — vermißt. (696, 464, 990, 476)
casualty-entry: Kriegsfr. Karl Gottschall — Koltental, Cosel — gefallen. (1147, 1451, 1434, 1464)
